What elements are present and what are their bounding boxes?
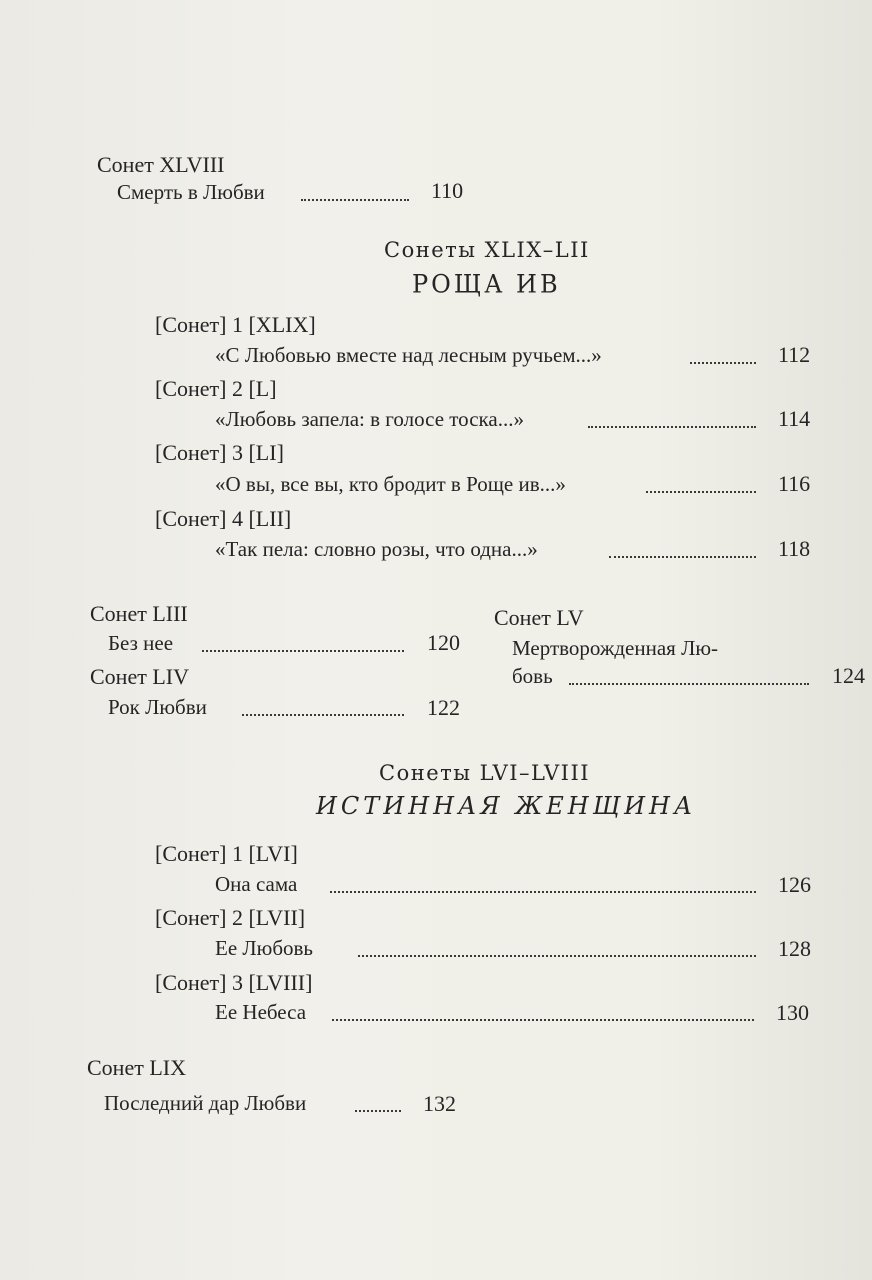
- toc-item-label: [Сонет] 4 [LII]: [155, 506, 292, 531]
- toc-heading-s54: Сонет LIV: [90, 664, 189, 689]
- toc-title-s55-line1: Мертворожденная Лю-: [512, 636, 719, 660]
- toc-item-label: [Сонет] 2 [LVII]: [155, 905, 306, 930]
- dot-leader: [332, 1019, 754, 1021]
- toc-item-title: «О вы, все вы, кто бродит в Роще ив...»: [215, 472, 566, 496]
- toc-page-s53: 120: [427, 630, 460, 655]
- dot-leader: [202, 650, 404, 652]
- toc-item-label: [Сонет] 2 [L]: [155, 376, 277, 401]
- toc-item-title: Она сама: [215, 872, 298, 896]
- dot-leader: [330, 891, 756, 893]
- toc-title-s55-line2: бовь: [512, 664, 553, 688]
- group-heading: Сонеты XLIX–LII: [384, 238, 590, 262]
- toc-heading-s55: Сонет LV: [494, 605, 584, 630]
- toc-page-s48: 110: [431, 178, 464, 203]
- toc-page-s55: 124: [832, 663, 865, 688]
- dot-leader: [569, 683, 809, 685]
- toc-heading-s59: Сонет LIX: [87, 1055, 186, 1080]
- toc-item-page: 112: [778, 342, 811, 367]
- toc-heading-s53: Сонет LIII: [90, 601, 188, 626]
- dot-leader: [358, 955, 756, 957]
- group-heading: Сонеты LVI–LVIII: [379, 761, 591, 785]
- dot-leader: [301, 199, 409, 201]
- toc-title-s53: Без нее: [108, 631, 174, 655]
- group-subtitle: ИСТИННАЯ ЖЕНЩИНА: [316, 792, 697, 820]
- dot-leader: [242, 714, 404, 716]
- dot-leader: [355, 1110, 401, 1112]
- toc-item-label: [Сонет] 1 [LVI]: [155, 841, 298, 866]
- toc-item-title: Ее Любовь: [215, 936, 314, 960]
- toc-item-title: «С Любовью вместе над лесным ручьем...»: [215, 343, 602, 367]
- toc-item-label: [Сонет] 3 [LVIII]: [155, 970, 313, 995]
- toc-item-page: 116: [778, 471, 811, 496]
- toc-item-page: 126: [778, 872, 811, 897]
- toc-item-page: 130: [776, 1000, 809, 1025]
- toc-item-page: 114: [778, 406, 811, 431]
- toc-item-title: «Любовь запела: в голосе тоска...»: [215, 407, 524, 431]
- toc-item-label: [Сонет] 3 [LI]: [155, 440, 284, 465]
- toc-item-label: [Сонет] 1 [XLIX]: [155, 312, 316, 337]
- dot-leader: [588, 426, 756, 428]
- dot-leader: [690, 362, 756, 364]
- toc-page-s59: 132: [423, 1091, 456, 1116]
- toc-item-title: «Так пела: словно розы, что одна...»: [215, 537, 538, 561]
- toc-title-s59: Последний дар Любви: [104, 1091, 307, 1115]
- toc-item-title: Ее Небеса: [215, 1000, 307, 1024]
- toc-item-page: 118: [778, 536, 811, 561]
- group-subtitle: РОЩА ИВ: [412, 269, 561, 299]
- toc-heading-s48: Сонет XLVIII: [97, 152, 225, 177]
- dot-leader: [646, 491, 756, 493]
- toc-title-s54: Рок Любви: [108, 695, 207, 719]
- toc-page-s54: 122: [427, 695, 460, 720]
- dot-leader: [609, 556, 756, 558]
- toc-title-s48: Смерть в Любви: [117, 180, 265, 204]
- toc-item-page: 128: [778, 936, 811, 961]
